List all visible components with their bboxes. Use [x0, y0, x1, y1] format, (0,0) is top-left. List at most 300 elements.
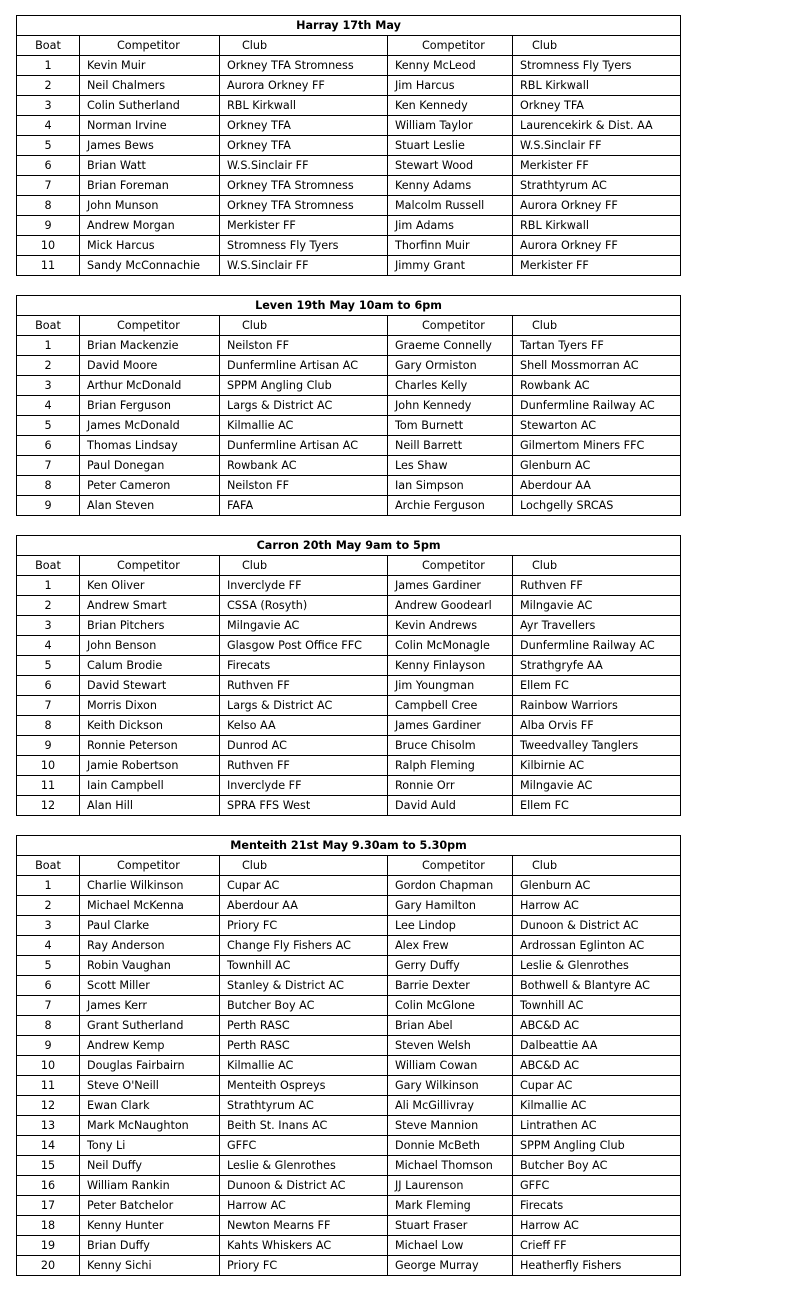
boat-number: 17 — [17, 1196, 80, 1216]
club-1: Dunoon & District AC — [220, 1176, 388, 1196]
table-row — [17, 1236, 681, 1256]
club-2: Ellem FC — [513, 796, 681, 816]
club-1: W.S.Sinclair FF — [220, 156, 388, 176]
header-competitor: Competitor — [388, 36, 513, 56]
club-2: Milngavie AC — [513, 776, 681, 796]
club-2: RBL Kirkwall — [513, 216, 681, 236]
table-row — [17, 196, 681, 216]
boat-number: 12 — [17, 796, 80, 816]
competitor-2: Jim Adams — [388, 216, 513, 236]
competitor-1: Ewan Clark — [80, 1096, 220, 1116]
competitor-2: Colin McMonagle — [388, 636, 513, 656]
competitor-2: Bruce Chisolm — [388, 736, 513, 756]
competitor-2: Gary Ormiston — [388, 356, 513, 376]
club-2: Ayr Travellers — [513, 616, 681, 636]
competitor-2: Donnie McBeth — [388, 1136, 513, 1156]
club-1: Orkney TFA — [220, 116, 388, 136]
header-competitor: Competitor — [80, 36, 220, 56]
club-1: Perth RASC — [220, 1016, 388, 1036]
header-competitor: Competitor — [80, 856, 220, 876]
table-title: Harray 17th May — [17, 16, 681, 36]
competitor-1: Ken Oliver — [80, 576, 220, 596]
header-boat: Boat — [17, 856, 80, 876]
competitor-1: Norman Irvine — [80, 116, 220, 136]
header-club: Club — [220, 556, 388, 576]
boat-number: 7 — [17, 996, 80, 1016]
competitor-1: Brian Ferguson — [80, 396, 220, 416]
header-boat: Boat — [17, 556, 80, 576]
club-1: SPRA FFS West — [220, 796, 388, 816]
club-2: Glenburn AC — [513, 876, 681, 896]
competitor-2: William Cowan — [388, 1056, 513, 1076]
club-2: Orkney TFA — [513, 96, 681, 116]
club-2: Aurora Orkney FF — [513, 236, 681, 256]
club-1: Orkney TFA Stromness — [220, 196, 388, 216]
header-club: Club — [220, 856, 388, 876]
table-row — [17, 736, 681, 756]
competitor-1: Ronnie Peterson — [80, 736, 220, 756]
header-row — [17, 36, 681, 56]
club-2: Leslie & Glenrothes — [513, 956, 681, 976]
table-row — [17, 876, 681, 896]
boat-number: 4 — [17, 116, 80, 136]
club-1: Orkney TFA — [220, 136, 388, 156]
header-club: Club — [513, 36, 681, 56]
table-row — [17, 496, 681, 516]
competitor-1: Brian Duffy — [80, 1236, 220, 1256]
club-2: Stromness Fly Tyers — [513, 56, 681, 76]
club-2: Laurencekirk & Dist. AA — [513, 116, 681, 136]
club-1: Neilston FF — [220, 476, 388, 496]
club-1: Inverclyde FF — [220, 776, 388, 796]
competitor-1: Peter Batchelor — [80, 1196, 220, 1216]
club-2: Aurora Orkney FF — [513, 196, 681, 216]
club-1: Leslie & Glenrothes — [220, 1156, 388, 1176]
header-club: Club — [220, 316, 388, 336]
competitor-2: Michael Thomson — [388, 1156, 513, 1176]
boat-number: 3 — [17, 616, 80, 636]
competitor-1: Kevin Muir — [80, 56, 220, 76]
club-2: Ardrossan Eglinton AC — [513, 936, 681, 956]
table-row — [17, 916, 681, 936]
competitor-1: Robin Vaughan — [80, 956, 220, 976]
club-2: ABC&D AC — [513, 1056, 681, 1076]
competitor-2: Stuart Fraser — [388, 1216, 513, 1236]
competitor-1: Michael McKenna — [80, 896, 220, 916]
competitor-1: David Moore — [80, 356, 220, 376]
competitor-1: Alan Steven — [80, 496, 220, 516]
competitor-1: Calum Brodie — [80, 656, 220, 676]
competitor-2: Lee Lindop — [388, 916, 513, 936]
competitor-2: Gary Hamilton — [388, 896, 513, 916]
club-1: Menteith Ospreys — [220, 1076, 388, 1096]
draw-table — [16, 535, 681, 816]
header-row — [17, 316, 681, 336]
table-row — [17, 256, 681, 276]
club-2: Kilmallie AC — [513, 1096, 681, 1116]
table-row — [17, 776, 681, 796]
boat-number: 2 — [17, 76, 80, 96]
boat-number: 2 — [17, 356, 80, 376]
header-row — [17, 856, 681, 876]
club-2: Ellem FC — [513, 676, 681, 696]
club-2: Dalbeattie AA — [513, 1036, 681, 1056]
competitor-1: James Bews — [80, 136, 220, 156]
competitor-2: Gordon Chapman — [388, 876, 513, 896]
boat-number: 5 — [17, 416, 80, 436]
table-row — [17, 456, 681, 476]
competitor-1: Morris Dixon — [80, 696, 220, 716]
competitor-2: George Murray — [388, 1256, 513, 1276]
competitor-1: Andrew Morgan — [80, 216, 220, 236]
table-row — [17, 476, 681, 496]
draw-table — [16, 15, 681, 276]
competitor-2: David Auld — [388, 796, 513, 816]
table-row — [17, 116, 681, 136]
competitor-1: Arthur McDonald — [80, 376, 220, 396]
competitor-1: Scott Miller — [80, 976, 220, 996]
competitor-2: James Gardiner — [388, 716, 513, 736]
club-2: Cupar AC — [513, 1076, 681, 1096]
competitor-1: Paul Donegan — [80, 456, 220, 476]
table-row — [17, 656, 681, 676]
competitor-1: Brian Watt — [80, 156, 220, 176]
club-1: Glasgow Post Office FFC — [220, 636, 388, 656]
club-1: FAFA — [220, 496, 388, 516]
competitor-1: Andrew Smart — [80, 596, 220, 616]
boat-number: 9 — [17, 216, 80, 236]
club-2: Crieff FF — [513, 1236, 681, 1256]
club-1: CSSA (Rosyth) — [220, 596, 388, 616]
boat-number: 9 — [17, 736, 80, 756]
competitor-2: Kenny Adams — [388, 176, 513, 196]
club-2: Alba Orvis FF — [513, 716, 681, 736]
competitor-2: Kenny Finlayson — [388, 656, 513, 676]
header-competitor: Competitor — [388, 856, 513, 876]
boat-number: 3 — [17, 916, 80, 936]
boat-number: 7 — [17, 696, 80, 716]
competitor-2: Michael Low — [388, 1236, 513, 1256]
competitor-2: Barrie Dexter — [388, 976, 513, 996]
competitor-2: Jimmy Grant — [388, 256, 513, 276]
club-2: Ruthven FF — [513, 576, 681, 596]
boat-number: 6 — [17, 676, 80, 696]
competitor-1: David Stewart — [80, 676, 220, 696]
competitor-2: Archie Ferguson — [388, 496, 513, 516]
club-2: Lintrathen AC — [513, 1116, 681, 1136]
club-1: Priory FC — [220, 916, 388, 936]
competitor-2: Kevin Andrews — [388, 616, 513, 636]
header-competitor: Competitor — [80, 556, 220, 576]
competitor-2: Kenny McLeod — [388, 56, 513, 76]
table-row — [17, 156, 681, 176]
table-row — [17, 96, 681, 116]
header-club: Club — [513, 316, 681, 336]
table-row — [17, 636, 681, 656]
competitor-2: William Taylor — [388, 116, 513, 136]
club-2: Heatherfly Fishers — [513, 1256, 681, 1276]
competitor-2: Jim Harcus — [388, 76, 513, 96]
club-1: Dunfermline Artisan AC — [220, 436, 388, 456]
competitor-1: Brian Mackenzie — [80, 336, 220, 356]
header-competitor: Competitor — [388, 556, 513, 576]
competitor-1: Keith Dickson — [80, 716, 220, 736]
table-row — [17, 1156, 681, 1176]
competitor-2: JJ Laurenson — [388, 1176, 513, 1196]
competitor-2: Alex Frew — [388, 936, 513, 956]
table-row — [17, 336, 681, 356]
club-2: SPPM Angling Club — [513, 1136, 681, 1156]
competitor-2: Gary Wilkinson — [388, 1076, 513, 1096]
header-club: Club — [513, 856, 681, 876]
table-row — [17, 1136, 681, 1156]
table-row — [17, 1076, 681, 1096]
boat-number: 12 — [17, 1096, 80, 1116]
competitor-2: Ian Simpson — [388, 476, 513, 496]
club-1: SPPM Angling Club — [220, 376, 388, 396]
club-1: Strathtyrum AC — [220, 1096, 388, 1116]
competitor-1: John Munson — [80, 196, 220, 216]
competitor-1: Steve O'Neill — [80, 1076, 220, 1096]
boat-number: 2 — [17, 896, 80, 916]
table-row — [17, 436, 681, 456]
club-2: Dunoon & District AC — [513, 916, 681, 936]
club-1: Cupar AC — [220, 876, 388, 896]
club-1: Neilston FF — [220, 336, 388, 356]
competitor-1: Ray Anderson — [80, 936, 220, 956]
boat-number: 5 — [17, 136, 80, 156]
club-2: Harrow AC — [513, 1216, 681, 1236]
club-1: Townhill AC — [220, 956, 388, 976]
competitor-2: Graeme Connelly — [388, 336, 513, 356]
club-1: Orkney TFA Stromness — [220, 56, 388, 76]
club-2: Bothwell & Blantyre AC — [513, 976, 681, 996]
table-row — [17, 396, 681, 416]
competitor-1: Kenny Hunter — [80, 1216, 220, 1236]
competitor-1: Paul Clarke — [80, 916, 220, 936]
club-1: RBL Kirkwall — [220, 96, 388, 116]
competitor-1: James McDonald — [80, 416, 220, 436]
table-row — [17, 676, 681, 696]
table-row — [17, 1256, 681, 1276]
club-2: RBL Kirkwall — [513, 76, 681, 96]
draw-table — [16, 835, 681, 1276]
club-2: Aberdour AA — [513, 476, 681, 496]
boat-number: 3 — [17, 376, 80, 396]
competitor-1: Brian Foreman — [80, 176, 220, 196]
club-1: Firecats — [220, 656, 388, 676]
club-1: Change Fly Fishers AC — [220, 936, 388, 956]
club-2: Lochgelly SRCAS — [513, 496, 681, 516]
boat-number: 6 — [17, 976, 80, 996]
header-competitor: Competitor — [80, 316, 220, 336]
boat-number: 10 — [17, 1056, 80, 1076]
club-2: Strathgryfe AA — [513, 656, 681, 676]
competitor-2: Steven Welsh — [388, 1036, 513, 1056]
table-row — [17, 716, 681, 736]
club-2: Tartan Tyers FF — [513, 336, 681, 356]
club-1: Dunrod AC — [220, 736, 388, 756]
competitor-1: Jamie Robertson — [80, 756, 220, 776]
competitor-1: Tony Li — [80, 1136, 220, 1156]
club-2: Strathtyrum AC — [513, 176, 681, 196]
club-1: Perth RASC — [220, 1036, 388, 1056]
club-2: Merkister FF — [513, 156, 681, 176]
table-title: Menteith 21st May 9.30am to 5.30pm — [17, 836, 681, 856]
boat-number: 7 — [17, 456, 80, 476]
club-2: Stewarton AC — [513, 416, 681, 436]
competitor-2: Gerry Duffy — [388, 956, 513, 976]
club-2: Gilmertom Miners FFC — [513, 436, 681, 456]
table-row — [17, 136, 681, 156]
competitor-1: Kenny Sichi — [80, 1256, 220, 1276]
competitor-1: Sandy McConnachie — [80, 256, 220, 276]
draw-table — [16, 295, 681, 516]
boat-number: 11 — [17, 1076, 80, 1096]
club-1: Milngavie AC — [220, 616, 388, 636]
competitor-2: Andrew Goodearl — [388, 596, 513, 616]
table-row — [17, 1096, 681, 1116]
club-1: Inverclyde FF — [220, 576, 388, 596]
table-row — [17, 1216, 681, 1236]
club-1: Stromness Fly Tyers — [220, 236, 388, 256]
club-1: W.S.Sinclair FF — [220, 256, 388, 276]
boat-number: 1 — [17, 56, 80, 76]
table-row — [17, 356, 681, 376]
competitor-1: John Benson — [80, 636, 220, 656]
competitor-2: Malcolm Russell — [388, 196, 513, 216]
club-2: Dunfermline Railway AC — [513, 636, 681, 656]
competitor-2: Les Shaw — [388, 456, 513, 476]
table-row — [17, 376, 681, 396]
club-2: GFFC — [513, 1176, 681, 1196]
competitor-1: Thomas Lindsay — [80, 436, 220, 456]
header-boat: Boat — [17, 36, 80, 56]
competitor-2: Steve Mannion — [388, 1116, 513, 1136]
table-row — [17, 616, 681, 636]
club-1: Orkney TFA Stromness — [220, 176, 388, 196]
club-2: Glenburn AC — [513, 456, 681, 476]
club-2: W.S.Sinclair FF — [513, 136, 681, 156]
table-row — [17, 1056, 681, 1076]
boat-number: 7 — [17, 176, 80, 196]
boat-number: 11 — [17, 256, 80, 276]
table-row — [17, 696, 681, 716]
boat-number: 1 — [17, 336, 80, 356]
header-club: Club — [513, 556, 681, 576]
club-2: Milngavie AC — [513, 596, 681, 616]
club-2: Firecats — [513, 1196, 681, 1216]
table-row — [17, 896, 681, 916]
boat-number: 19 — [17, 1236, 80, 1256]
table-row — [17, 936, 681, 956]
boat-number: 20 — [17, 1256, 80, 1276]
table-title: Leven 19th May 10am to 6pm — [17, 296, 681, 316]
club-1: Ruthven FF — [220, 756, 388, 776]
club-1: Butcher Boy AC — [220, 996, 388, 1016]
competitor-1: William Rankin — [80, 1176, 220, 1196]
club-1: GFFC — [220, 1136, 388, 1156]
boat-number: 14 — [17, 1136, 80, 1156]
table-row — [17, 1036, 681, 1056]
club-1: Kilmallie AC — [220, 416, 388, 436]
boat-number: 8 — [17, 716, 80, 736]
boat-number: 2 — [17, 596, 80, 616]
table-row — [17, 56, 681, 76]
competitor-2: Campbell Cree — [388, 696, 513, 716]
boat-number: 4 — [17, 396, 80, 416]
club-1: Harrow AC — [220, 1196, 388, 1216]
competitor-1: Alan Hill — [80, 796, 220, 816]
boat-number: 18 — [17, 1216, 80, 1236]
competitor-2: Jim Youngman — [388, 676, 513, 696]
table-row — [17, 176, 681, 196]
header-club: Club — [220, 36, 388, 56]
club-1: Kahts Whiskers AC — [220, 1236, 388, 1256]
table-row — [17, 416, 681, 436]
club-2: Rowbank AC — [513, 376, 681, 396]
competitor-2: James Gardiner — [388, 576, 513, 596]
club-1: Largs & District AC — [220, 396, 388, 416]
boat-number: 4 — [17, 636, 80, 656]
table-row — [17, 576, 681, 596]
competitor-2: Ralph Fleming — [388, 756, 513, 776]
competitor-1: Douglas Fairbairn — [80, 1056, 220, 1076]
club-2: Butcher Boy AC — [513, 1156, 681, 1176]
header-boat: Boat — [17, 316, 80, 336]
boat-number: 5 — [17, 956, 80, 976]
club-2: Rainbow Warriors — [513, 696, 681, 716]
club-1: Kelso AA — [220, 716, 388, 736]
club-1: Stanley & District AC — [220, 976, 388, 996]
competitor-1: Iain Campbell — [80, 776, 220, 796]
boat-number: 11 — [17, 776, 80, 796]
table-row — [17, 956, 681, 976]
club-1: Rowbank AC — [220, 456, 388, 476]
boat-number: 13 — [17, 1116, 80, 1136]
competitor-1: Andrew Kemp — [80, 1036, 220, 1056]
competitor-2: Thorfinn Muir — [388, 236, 513, 256]
table-row — [17, 996, 681, 1016]
table-row — [17, 596, 681, 616]
club-2: Shell Mossmorran AC — [513, 356, 681, 376]
boat-number: 1 — [17, 576, 80, 596]
competitor-1: Neil Duffy — [80, 1156, 220, 1176]
boat-number: 5 — [17, 656, 80, 676]
competitor-2: Ali McGillivray — [388, 1096, 513, 1116]
club-1: Priory FC — [220, 1256, 388, 1276]
boat-number: 10 — [17, 236, 80, 256]
boat-number: 4 — [17, 936, 80, 956]
table-row — [17, 76, 681, 96]
table-row — [17, 236, 681, 256]
competitor-1: Brian Pitchers — [80, 616, 220, 636]
competitor-1: Charlie Wilkinson — [80, 876, 220, 896]
table-row — [17, 1196, 681, 1216]
boat-number: 3 — [17, 96, 80, 116]
club-1: Merkister FF — [220, 216, 388, 236]
competitor-2: Ken Kennedy — [388, 96, 513, 116]
table-row — [17, 1016, 681, 1036]
club-1: Largs & District AC — [220, 696, 388, 716]
boat-number: 6 — [17, 436, 80, 456]
competitor-2: Stewart Wood — [388, 156, 513, 176]
table-row — [17, 1116, 681, 1136]
competitor-2: Neill Barrett — [388, 436, 513, 456]
club-1: Aurora Orkney FF — [220, 76, 388, 96]
competitor-2: Mark Fleming — [388, 1196, 513, 1216]
competitor-2: Colin McGlone — [388, 996, 513, 1016]
